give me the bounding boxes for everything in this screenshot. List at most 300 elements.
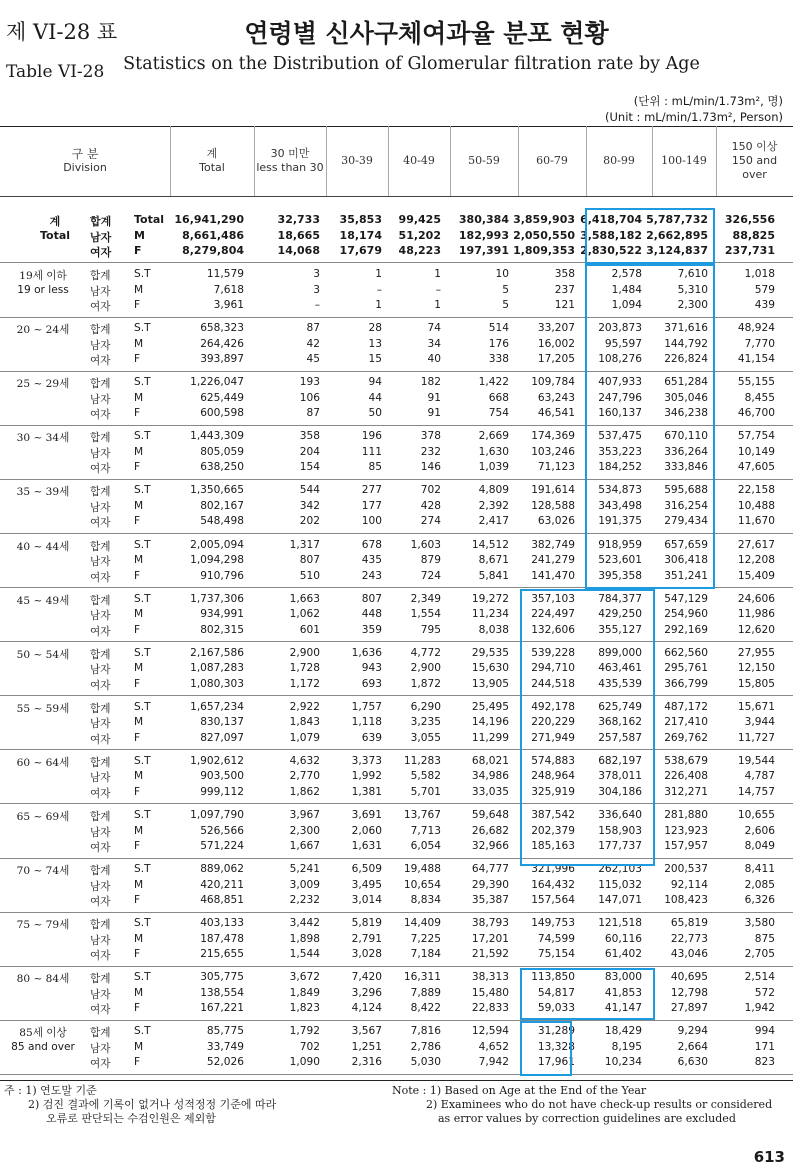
table-cell: 2,786 (410, 1040, 441, 1053)
table-cell: 537,475 (598, 430, 642, 443)
table-cell: 11,283 (403, 754, 441, 767)
table-cell: 12,150 (737, 662, 775, 675)
sex-label-ko: 여자 (90, 246, 112, 259)
header-150-over: 150 이상 150 and over (731, 140, 778, 181)
table-cell: 3,296 (351, 986, 382, 999)
table-cell: 17,961 (537, 1056, 575, 1069)
header-bottom-rule (0, 196, 793, 197)
table-number-ko: 제 VI-28 표 (6, 20, 118, 44)
table-cell: 34 (427, 337, 441, 350)
sex-label-en: M (134, 932, 144, 945)
table-cell: 167,221 (200, 1002, 244, 1015)
table-cell: 182 (420, 376, 441, 389)
table-cell: 75,154 (537, 948, 575, 961)
table-cell: 2,900 (410, 662, 441, 675)
age-label-ko: 65 ~ 69세 (16, 811, 70, 823)
table-cell: 3,014 (351, 894, 382, 907)
sex-label-ko: 합계 (90, 324, 111, 337)
sex-label-en: S.T (134, 971, 151, 984)
table-cell: 387,542 (531, 809, 575, 821)
table-cell: 2,060 (351, 824, 382, 837)
table-cell: 353,223 (598, 445, 642, 458)
table-cell: 15,671 (737, 700, 775, 713)
table-cell: 204 (299, 445, 320, 458)
age-label-ko: 40 ~ 44세 (16, 540, 70, 553)
table-cell: 407,933 (598, 376, 642, 389)
table-cell: 4,809 (478, 484, 509, 497)
table-cell: 54,817 (537, 986, 575, 999)
table-cell: 5 (502, 283, 509, 296)
table-cell: 294,710 (531, 662, 575, 675)
table-cell: 14,757 (737, 785, 775, 798)
table-cell: 18,665 (277, 228, 320, 242)
table-cell: 526,566 (200, 824, 244, 837)
age-label-ko: 25 ~ 29세 (16, 378, 70, 391)
table-cell: 8,834 (410, 894, 441, 907)
table-cell: 5,701 (410, 785, 441, 798)
table-cell: 7,889 (410, 986, 441, 999)
table-cell: 662,560 (664, 646, 708, 659)
table-cell: 2,050,550 (513, 228, 575, 242)
sex-label-ko: 남자 (90, 610, 111, 623)
sex-label-en: M (134, 716, 144, 729)
age-label-ko: 45 ~ 49세 (16, 594, 70, 607)
table-cell: 141,470 (531, 569, 575, 582)
sex-label-ko: 남자 (90, 718, 111, 731)
table-cell: 187,478 (200, 932, 244, 945)
sex-label-en: M (134, 337, 144, 350)
table-cell: 1,484 (611, 283, 642, 296)
table-cell: 1,039 (478, 461, 509, 474)
table-cell: 428 (420, 499, 441, 512)
table-cell: 40 (427, 353, 441, 366)
table-cell: 1 (375, 268, 382, 280)
table-row (0, 700, 793, 716)
header-100-149: 100-149 (661, 154, 707, 167)
table-cell: 32,733 (277, 213, 320, 226)
table-cell: 3,055 (410, 731, 441, 744)
table-cell: 8,195 (611, 1040, 642, 1053)
table-cell: 111 (361, 445, 382, 458)
age-group (0, 804, 793, 859)
table-cell: 336,640 (598, 809, 642, 821)
table-cell: 13,767 (403, 809, 441, 821)
table-cell: 65,819 (670, 917, 708, 930)
table-cell: 5,241 (289, 863, 320, 876)
sex-label-en: F (134, 353, 141, 366)
table-cell: 784,377 (598, 592, 642, 605)
table-cell: 571,224 (200, 840, 244, 852)
table-cell: 325,919 (531, 785, 575, 798)
sex-label-ko: 남자 (90, 447, 111, 460)
table-cell: 5,787,732 (646, 213, 708, 226)
table-cell: 217,410 (664, 716, 708, 729)
table-row (0, 916, 793, 932)
table-cell: 8,671 (478, 554, 509, 566)
table-cell: 336,264 (664, 445, 708, 458)
table-cell: – (435, 283, 441, 296)
age-label-en: Total (39, 228, 71, 242)
table-cell: 934,991 (200, 608, 244, 621)
table-cell: 439 (754, 299, 775, 311)
table-cell: 138,554 (200, 986, 244, 999)
table-cell: 1,062 (289, 608, 320, 621)
table-cell: 1,603 (410, 538, 441, 551)
sex-label-ko: 합계 (90, 973, 111, 986)
page-title-ko: 연령별 신사구체여과율 분포 현황 (244, 19, 609, 48)
header-divider (652, 126, 653, 196)
table-cell: 724 (420, 569, 441, 582)
table-cell: 157,957 (664, 840, 708, 852)
table-cell: 92,114 (670, 878, 708, 891)
table-cell: 368,162 (598, 716, 642, 729)
header-divider (388, 126, 389, 196)
table-cell: 378 (420, 430, 441, 443)
table-cell: 71,123 (537, 461, 575, 474)
sex-label-ko: 남자 (90, 556, 111, 568)
table-cell: 1,902,612 (190, 754, 244, 767)
table-cell: 342 (299, 499, 320, 512)
table-cell: 7,610 (677, 268, 708, 280)
sex-label-ko: 남자 (90, 393, 111, 406)
table-cell: 106 (299, 391, 320, 404)
table-cell: 875 (754, 932, 775, 945)
table-cell: 123,923 (664, 824, 708, 837)
table-cell: 1,898 (289, 932, 320, 945)
table-cell: 1,226,047 (190, 376, 244, 389)
table-row (0, 824, 793, 840)
table-cell: 807 (361, 592, 382, 605)
table-row (0, 715, 793, 731)
sex-label-en: F (134, 569, 141, 582)
table-cell: 177 (361, 499, 382, 512)
table-cell: 47,605 (737, 461, 775, 474)
table-cell: 3,859,903 (513, 213, 575, 226)
table-cell: 1 (434, 268, 441, 280)
table-cell: 132,606 (531, 623, 575, 636)
table-cell: 355,127 (598, 623, 642, 636)
table-cell: 55,155 (737, 376, 775, 389)
table-cell: 46,700 (737, 407, 775, 420)
table-cell: 224,497 (531, 608, 575, 621)
sex-label-ko: 남자 (90, 230, 112, 244)
sex-label-en: M (134, 391, 144, 404)
table-cell: 22,773 (670, 932, 708, 945)
table-cell: 109,784 (531, 376, 575, 389)
sex-label-ko: 남자 (90, 880, 111, 893)
table-cell: 59,033 (537, 1002, 575, 1015)
age-label-ko: 60 ~ 64세 (16, 756, 70, 769)
table-cell: 2,669 (478, 430, 509, 443)
sex-label-ko: 여자 (90, 301, 111, 313)
sex-label-en: M (134, 554, 144, 566)
table-cell: 10 (495, 268, 509, 280)
table-cell: 279,434 (664, 515, 708, 528)
table-cell: 29,390 (471, 878, 509, 891)
sex-label-en: M (134, 445, 144, 458)
page-number: 613 (753, 1148, 785, 1166)
table-cell: 16,311 (403, 971, 441, 984)
table-cell: 795 (420, 623, 441, 636)
table-cell: 754 (488, 407, 509, 420)
table-cell: 492,178 (531, 700, 575, 713)
table-cell: 32,966 (471, 840, 509, 852)
table-cell: 202,379 (531, 824, 575, 837)
table-cell: 160,137 (598, 407, 642, 420)
table-cell: 27,955 (737, 646, 775, 659)
table-cell: 1,737,306 (190, 592, 244, 605)
table-cell: 579 (754, 283, 775, 296)
sex-label-ko: 남자 (90, 664, 111, 677)
table-cell: 10,149 (737, 445, 775, 458)
highlight-box-total (585, 208, 715, 264)
table-cell: 539,228 (531, 646, 575, 659)
sex-label-en: M (134, 662, 144, 675)
table-cell: 1,097,790 (190, 809, 244, 821)
table-cell: 7,816 (410, 1025, 441, 1038)
table-cell: 326,556 (724, 213, 775, 226)
table-cell: 7,713 (410, 824, 441, 837)
sex-label-en: Total (134, 213, 165, 226)
sex-label-en: S.T (134, 809, 151, 821)
table-cell: 115,032 (598, 878, 642, 891)
sex-label-en: S.T (134, 863, 151, 876)
age-label-ko: 35 ~ 39세 (16, 486, 70, 499)
table-cell: 11,579 (206, 268, 244, 280)
table-cell: 193 (299, 376, 320, 389)
table-cell: 5 (502, 299, 509, 311)
table-cell: 33,749 (206, 1040, 244, 1053)
table-cell: 61,402 (604, 948, 642, 961)
table-cell: 12,798 (670, 986, 708, 999)
table-cell: 1,094 (611, 299, 642, 311)
table-cell: 257,587 (598, 731, 642, 744)
age-group (0, 642, 793, 697)
table-cell: 651,284 (664, 376, 708, 389)
table-cell: 18,174 (339, 228, 382, 242)
table-cell: 50 (368, 407, 382, 420)
table-cell: 43,046 (670, 948, 708, 961)
table-cell: 1,172 (289, 677, 320, 690)
table-cell: 6,509 (351, 863, 382, 876)
table-cell: 435 (361, 554, 382, 566)
table-cell: 144,792 (664, 337, 708, 350)
age-label-ko: 80 ~ 84세 (16, 973, 70, 986)
table-cell: 304,186 (598, 785, 642, 798)
sex-label-en: M (134, 986, 144, 999)
table-cell: 6,630 (677, 1056, 708, 1069)
table-row (0, 1001, 793, 1017)
table-cell: 3 (313, 283, 320, 296)
table-cell: 33,035 (471, 785, 509, 798)
table-cell: 16,941,290 (174, 213, 244, 226)
table-row (0, 677, 793, 693)
age-label-ko: 55 ~ 59세 (16, 702, 70, 715)
table-cell: 312,271 (664, 785, 708, 798)
table-cell: 7,225 (410, 932, 441, 945)
table-cell: 281,880 (664, 809, 708, 821)
table-cell: 807 (299, 554, 320, 566)
table-cell: 2,664 (677, 1040, 708, 1053)
sex-label-ko: 합계 (90, 1027, 111, 1040)
table-cell: 4,772 (410, 646, 441, 659)
table-cell: 1,381 (351, 785, 382, 798)
sex-label-ko: 여자 (90, 409, 111, 422)
sex-label-ko: 남자 (90, 285, 111, 298)
table-cell: 21,592 (471, 948, 509, 961)
table-cell: 87 (306, 322, 320, 335)
table-cell: 1,087,283 (190, 662, 244, 675)
table-cell: 13 (368, 337, 382, 350)
table-cell: 910,796 (200, 569, 244, 582)
table-cell: 108,276 (598, 353, 642, 366)
table-cell: 3,442 (289, 917, 320, 930)
table-cell: 191,375 (598, 515, 642, 528)
table-cell: 899,000 (598, 646, 642, 659)
table-cell: 2,232 (289, 894, 320, 907)
table-cell: 99,425 (398, 213, 441, 226)
table-cell: 108,423 (664, 894, 708, 907)
sex-label-ko: 여자 (90, 517, 111, 530)
table-cell: 38,313 (471, 971, 509, 984)
table-cell: 171 (754, 1040, 775, 1053)
header-50-59: 50-59 (468, 154, 500, 167)
table-cell: 359 (361, 623, 382, 636)
sex-label-en: S.T (134, 430, 151, 443)
table-cell: 702 (299, 1040, 320, 1053)
sex-label-ko: 남자 (90, 501, 111, 514)
table-row (0, 785, 793, 801)
table-cell: 1,630 (478, 445, 509, 458)
table-cell: 3,235 (410, 716, 441, 729)
table-cell: 802,167 (200, 499, 244, 512)
table-cell: 1,080,303 (190, 677, 244, 690)
header-divider (170, 126, 171, 196)
table-cell: 12,208 (737, 554, 775, 566)
table-cell: 1 (375, 299, 382, 311)
table-cell: 534,873 (598, 484, 642, 497)
table-cell: 68,021 (471, 754, 509, 767)
sex-label-ko: 합계 (90, 865, 111, 878)
age-group (0, 912, 793, 967)
sex-label-en: M (134, 283, 144, 296)
table-cell: 295,761 (664, 662, 708, 675)
table-cell: 358 (299, 430, 320, 443)
table-cell: 1,090 (289, 1056, 320, 1069)
table-cell: 343,498 (598, 499, 642, 512)
table-cell: 9,294 (677, 1025, 708, 1038)
table-row (0, 1024, 793, 1040)
table-cell: 31,289 (537, 1025, 575, 1038)
table-cell: 1,942 (744, 1002, 775, 1015)
sex-label-ko: 합계 (90, 378, 111, 391)
table-cell: 918,959 (598, 538, 642, 551)
sex-label-ko: 여자 (90, 679, 111, 692)
table-cell: 625,449 (200, 391, 244, 404)
highlight-box-under45 (585, 264, 715, 589)
table-cell: 191,614 (531, 484, 575, 497)
table-row (0, 646, 793, 662)
sex-label-ko: 합계 (90, 432, 111, 445)
sex-label-en: S.T (134, 646, 151, 659)
table-cell: 14,512 (471, 538, 509, 551)
table-cell: 403,133 (200, 917, 244, 930)
table-cell: 510 (299, 569, 320, 582)
table-cell: 4,632 (289, 754, 320, 767)
table-cell: 52,026 (206, 1056, 244, 1069)
table-cell: 595,688 (664, 484, 708, 497)
table-cell: 12,620 (737, 623, 775, 636)
table-cell: 254,960 (664, 608, 708, 621)
table-cell: 1,636 (351, 646, 382, 659)
table-cell: 943 (361, 662, 382, 675)
table-cell: 38,793 (471, 917, 509, 930)
table-cell: 487,172 (664, 700, 708, 713)
table-cell: 5,030 (410, 1056, 441, 1069)
sex-label-ko: 여자 (90, 733, 111, 746)
table-row (0, 607, 793, 623)
highlight-box-85-over (520, 1021, 572, 1076)
age-label-ko: 20 ~ 24세 (16, 324, 70, 337)
table-cell: 5,841 (478, 569, 509, 582)
sex-label-ko: 합계 (90, 702, 111, 715)
table-cell: 264,426 (200, 337, 244, 350)
header-80-99: 80-99 (603, 154, 635, 167)
sex-label-ko: 남자 (90, 772, 111, 785)
sex-label-en: F (134, 731, 141, 744)
table-cell: 35,853 (339, 213, 382, 226)
age-group (0, 588, 793, 643)
table-cell: 3,495 (351, 878, 382, 891)
table-cell: 41,147 (604, 1002, 642, 1015)
sex-label-ko: 여자 (90, 896, 111, 909)
sex-label-ko: 여자 (90, 950, 111, 963)
table-cell: 25,495 (471, 700, 509, 713)
table-cell: 306,418 (664, 554, 708, 566)
table-cell: 4,124 (351, 1002, 382, 1015)
table-cell: 994 (754, 1025, 775, 1038)
table-cell: 40,695 (670, 971, 708, 984)
table-cell: 8,038 (478, 623, 509, 636)
sex-label-ko: 남자 (90, 826, 111, 839)
highlight-box-80-84-a (520, 968, 655, 1020)
sex-label-en: F (134, 948, 141, 961)
table-cell: 5,582 (410, 770, 441, 783)
table-cell: 574,883 (531, 754, 575, 767)
table-row (0, 661, 793, 677)
table-cell: 395,358 (598, 569, 642, 582)
table-cell: 41,853 (604, 986, 642, 999)
table-cell: 10,654 (403, 878, 441, 891)
sex-label-ko: 합계 (90, 756, 111, 769)
table-cell: 305,046 (664, 391, 708, 404)
table-cell: 435,539 (598, 677, 642, 690)
table-cell: 357,103 (531, 592, 575, 605)
sex-label-ko: 합계 (90, 648, 111, 661)
sex-label-ko: 여자 (90, 625, 111, 638)
age-label-ko: 85세 이상 (19, 1027, 67, 1040)
sex-label-ko: 남자 (90, 339, 111, 352)
table-cell: 2,005,094 (190, 538, 244, 551)
table-cell: 600,598 (200, 407, 244, 420)
table-cell: 3,944 (744, 716, 775, 729)
header-division: 구 분 Division (63, 147, 107, 174)
table-cell: 200,537 (664, 863, 708, 876)
header-divider (326, 126, 327, 196)
table-cell: 17,201 (471, 932, 509, 945)
table-cell: 1,118 (351, 716, 382, 729)
table-cell: 2,316 (351, 1056, 382, 1069)
